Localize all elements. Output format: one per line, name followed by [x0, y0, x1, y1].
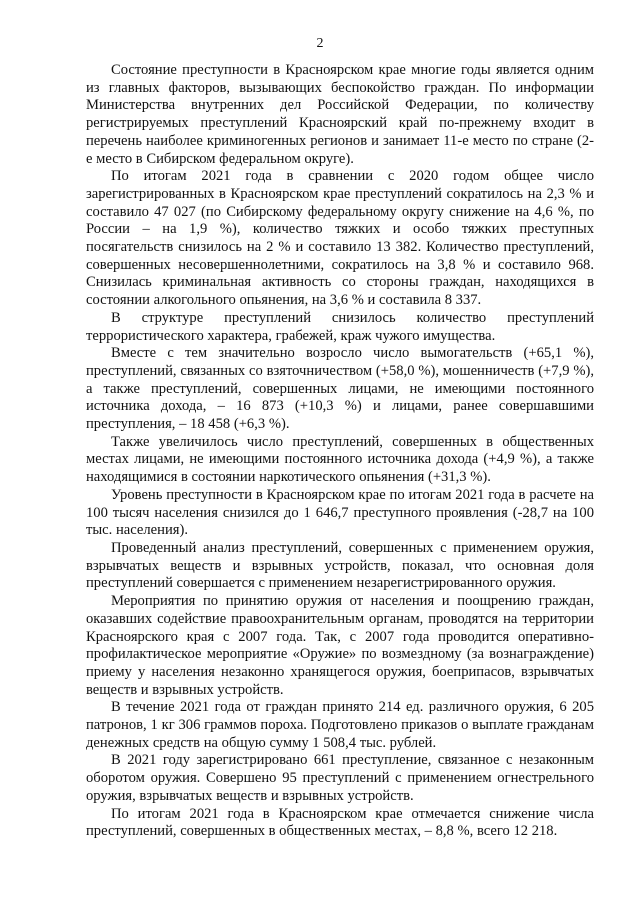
paragraph-2021-totals: По итогам 2021 года в сравнении с 2020 годом общее число зарегистрированных в Красноярском крае преступлений сократилось на 2,3 % и составило 47 027 (по Сибирскому федеральному округу снижение на 4,6 %, по России – на 1,9 %), количество тяжких и особо тяжких преступных посягательств снизилось на 2 % и составило 13 382. Количество преступлений, совершенных несовершеннолетними, сократилось на 3,8 % и составило 968. Снизилась криминальная активность со стороны граждан, находящихся в состоянии алкогольного опьянения, на 3,6 % и составила 8 337.: [86, 168, 594, 309]
paragraph-weapons-analysis: Проведенный анализ преступлений, совершенных с применением оружия, взрывчатых веществ и взрывных устройств, показал, что основная доля преступлений совершается с применением незарегистрированного оружия.: [86, 539, 594, 592]
paragraph-crime-state: Состояние преступности в Красноярском крае многие годы является одним из главных факторов, вызывающих беспокойство граждан. По информации Министерства внутренних дел Российской Федерации, по количеству регистрируемых преступлений Красноярский край по-прежнему входит в перечень наиболее криминогенных регионов и занимает 11-е место по стране (2-е место в Сибирском федеральном округе).: [86, 62, 594, 167]
paragraph-crime-level: Уровень преступности в Красноярском крае по итогам 2021 года в расчете на 100 тысяч населения снизился до 1 646,7 преступного проявления (-28,7 на 100 тыс. населения).: [86, 486, 594, 539]
paragraph-increases: Вместе с тем значительно возросло число вымогательств (+65,1 %), преступлений, связанных со взяточничеством (+58,0 %), мошенничеств (+7,9 %), а также преступлений, совершенных лицами, не имеющими постоянного источника дохода, – 16 873 (+10,3 %) и лицами, ранее совершавшими преступления, – 18 458 (+6,3 %).: [86, 345, 594, 433]
paragraph-structure-decrease: В структуре преступлений снизилось количество преступлений террористического характера, грабежей, краж чужого имущества.: [86, 309, 594, 344]
paragraph-public-places: Также увеличилось число преступлений, совершенных в общественных местах лицами, не имеющими постоянного источника дохода (+4,9 %), а также находящимися в состоянии наркотического опьянения (+31,3 %).: [86, 433, 594, 486]
paragraph-public-places-decrease: По итогам 2021 года в Красноярском крае отмечается снижение числа преступлений, совершенных в общественных местах, – 8,8 %, всего 12 218.: [86, 805, 594, 840]
paragraph-weapons-collected: В течение 2021 года от граждан принято 214 ед. различного оружия, 6 205 патронов, 1 кг 306 граммов пороха. Подготовлено приказов о выплате гражданам денежных средств на общую сумму 1 508,4 тыс. рублей.: [86, 699, 594, 751]
paragraph-weapons-crimes: В 2021 году зарегистрировано 661 преступление, связанное с незаконным оборотом оружия. Совершено 95 преступлений с применением огнестрельного оружия, взрывчатых веществ и взрывных устройств.: [86, 752, 594, 804]
document-body: [86, 62, 594, 841]
paragraph-weapons-buyback: Мероприятия по принятию оружия от населения и поощрению граждан, оказавших содействие правоохранительным органам, проводятся на территории Красноярского края с 2007 года. Так, с 2007 года проводится оперативно-профилактическое мероприятие «Оружие» по возмездному (за вознаграждение) приему у населения незаконно хранящегося оружия, боеприпасов, взрывчатых веществ и взрывных устройств.: [86, 593, 594, 698]
page-number: 2: [316, 36, 324, 51]
